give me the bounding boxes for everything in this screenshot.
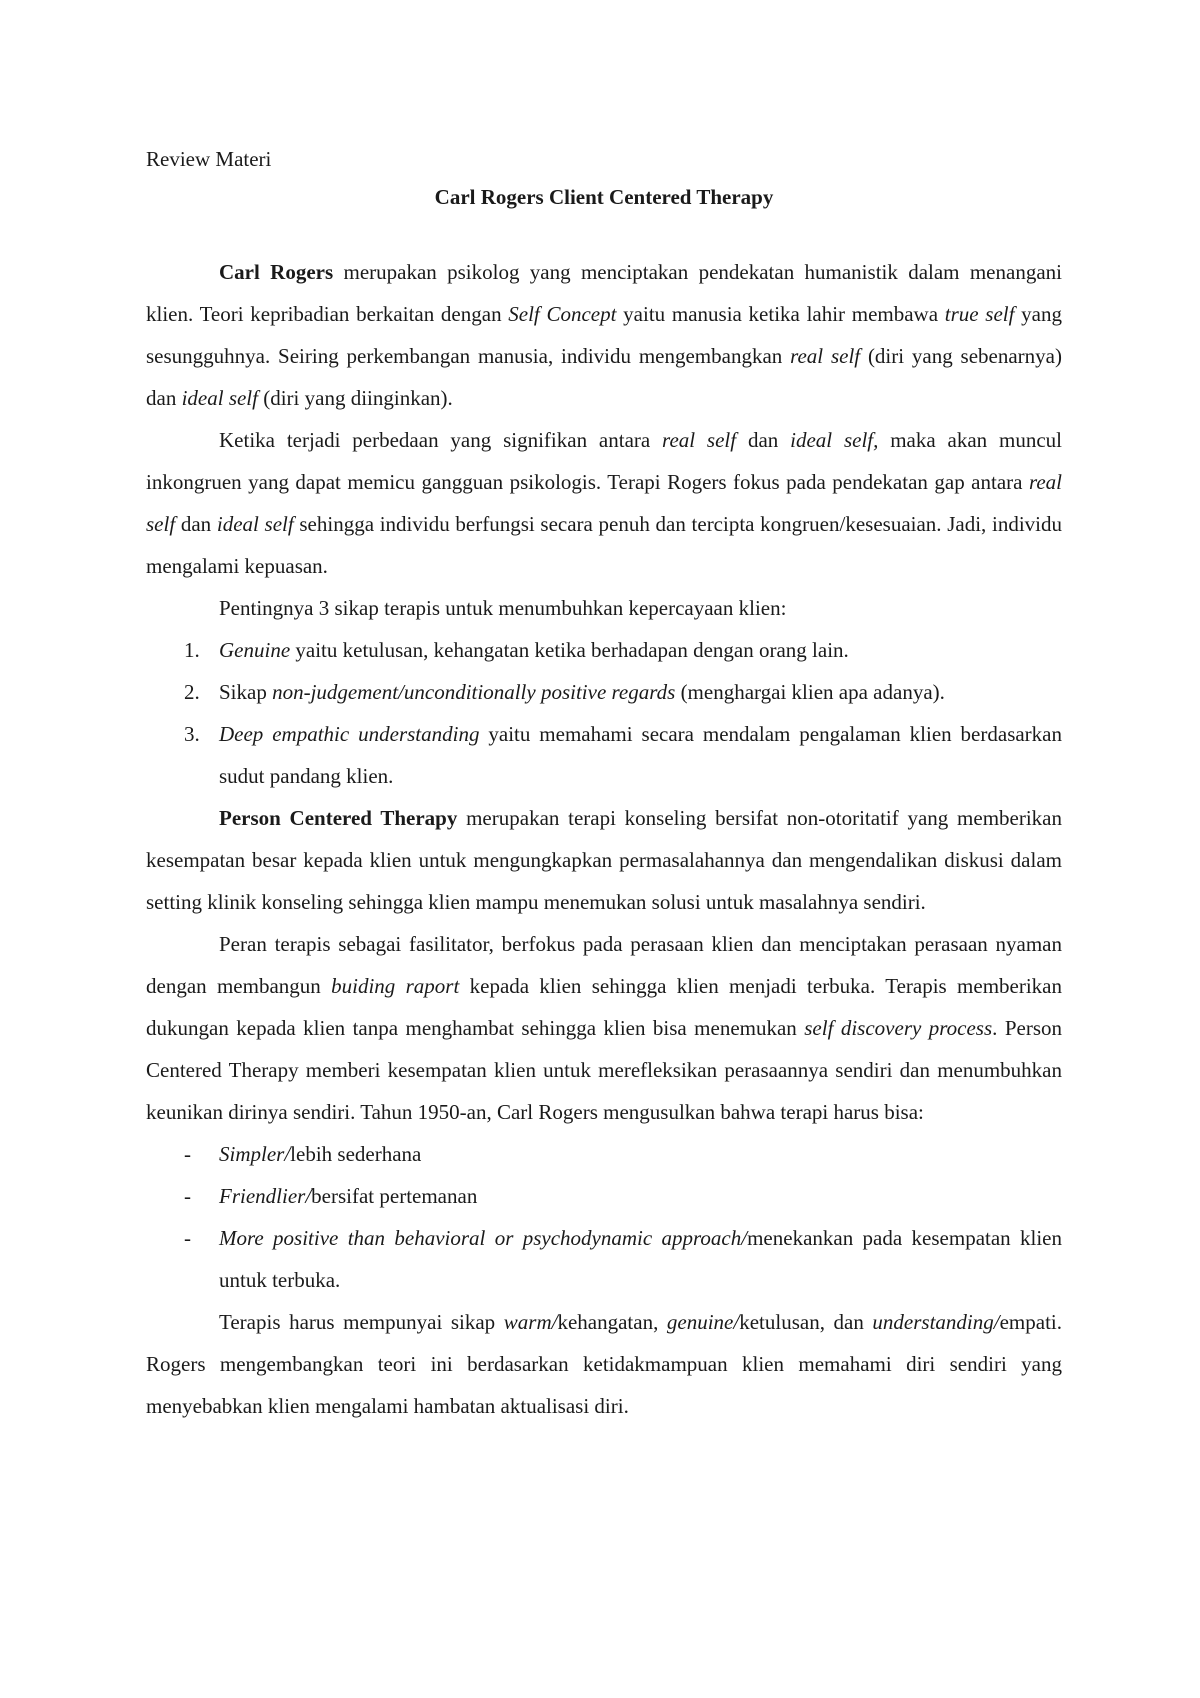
list-item <box>146 713 1062 797</box>
list-marker: 2. <box>184 680 200 704</box>
paragraph-text: yaitu manusia ketika lahir membawa <box>616 302 945 326</box>
italic-term: buiding raport <box>331 974 460 998</box>
paragraph-three-attitudes <box>146 587 1062 629</box>
list-marker: - <box>184 1184 191 1208</box>
italic-term: Deep empathic understanding <box>219 722 480 746</box>
italic-term: understanding/ <box>872 1310 1000 1334</box>
italic-term: warm/ <box>503 1310 558 1334</box>
paragraph-text: (diri yang sebenarnya) dan <box>146 344 1062 410</box>
list-item-text: Sikap <box>219 680 273 704</box>
paragraph-text: maka akan muncul inkongruen yang dapat memicu gangguan psikologis. Terapi Rogers fokus pada pendekatan gap antara <box>146 428 1063 494</box>
list-item-text: yaitu memahami secara mendalam pengalaman klien berdasarkan sudut pandang klien. <box>219 722 1062 788</box>
paragraph-person-centered-therapy <box>146 797 1062 923</box>
italic-term: Simpler/ <box>219 1142 291 1166</box>
italic-term: non-judgement/unconditionally positive regards <box>272 680 676 704</box>
paragraph-text: merupakan terapi konseling bersifat non-otoritatif yang memberikan kesempatan besar kepada klien untuk mengungkapkan permasalahannya dan mengendalikan diskusi dalam setting klinik konseling sehingga klien mampu menemukan solusi untuk masalahnya sendiri. <box>146 806 1063 914</box>
list-item <box>146 671 1062 713</box>
list-item <box>146 629 1062 671</box>
list-item-text: lebih sederhana <box>290 1142 422 1166</box>
italic-term: Friendlier/ <box>219 1184 312 1208</box>
bold-term: Person Centered Therapy <box>219 806 458 830</box>
paragraph-text: . Person Centered Therapy memberi kesempatan klien untuk merefleksikan perasaannya sendiri dan menumbuhkan keunikan dirinya sendiri. Tahun 1950-an, Carl Rogers mengusulkan bahwa terapi harus bisa: <box>146 1016 1062 1124</box>
paragraph-text: yang sesungguhnya. Seiring perkembangan manusia, individu mengembangkan <box>146 302 1062 368</box>
list-marker: - <box>184 1142 191 1166</box>
italic-term: ideal self <box>181 386 258 410</box>
paragraph-text: kehangatan, <box>557 1310 667 1334</box>
italic-term: self discovery process <box>804 1016 993 1040</box>
italic-term: ideal self, <box>790 428 879 452</box>
title-spacer <box>146 213 1062 251</box>
paragraph-text: ketulusan, dan <box>739 1310 873 1334</box>
italic-term: true self <box>944 302 1015 326</box>
dash-list <box>146 1133 1062 1301</box>
paragraph-inkongruen <box>146 419 1062 587</box>
document-title: Carl Rogers Client Centered Therapy <box>434 185 774 209</box>
italic-term: ideal self <box>216 512 294 536</box>
list-marker: - <box>184 1226 191 1250</box>
list-item <box>146 1133 1062 1175</box>
paragraph-carl-rogers <box>146 251 1062 419</box>
paragraph-text: Pentingnya 3 sikap terapis untuk menumbuhkan kepercayaan klien: <box>219 596 787 620</box>
list-item-text: bersifat pertemanan <box>311 1184 478 1208</box>
list-item-text: (menghargai klien apa adanya). <box>675 680 945 704</box>
list-item <box>146 1217 1062 1301</box>
paragraph-therapist-attitudes <box>146 1301 1062 1427</box>
italic-term: More positive than behavioral or psychodynamic approach/ <box>219 1226 748 1250</box>
list-item-text: yaitu ketulusan, kehangatan ketika berhadapan dengan orang lain. <box>290 638 849 662</box>
list-marker: 3. <box>184 722 200 746</box>
paragraph-text: dan <box>175 512 217 536</box>
paragraph-text: empati. Rogers mengembangkan teori ini berdasarkan ketidakmampuan klien memahami diri sendiri yang menyebabkan klien mengalami hambatan aktualisasi diri. <box>146 1310 1062 1418</box>
paragraph-text: Terapis harus mempunyai sikap <box>219 1310 504 1334</box>
paragraph-text: sehingga individu berfungsi secara penuh dan tercipta kongruen/kesesuaian. Jadi, individu mengalami kepuasan. <box>146 512 1062 578</box>
list-item-text: menekankan pada kesempatan klien untuk terbuka. <box>219 1226 1062 1292</box>
document-body <box>146 143 1062 1427</box>
paragraph-text: dan <box>736 428 791 452</box>
paragraph-text: merupakan psikolog yang menciptakan pendekatan humanistik dalam menangani klien. Teori kepribadian berkaitan dengan <box>146 260 1062 326</box>
italic-term: genuine/ <box>666 1310 740 1334</box>
paragraph-text: Peran terapis sebagai fasilitator, berfokus pada perasaan klien dan menciptakan perasaan nyaman dengan membangun <box>146 932 1062 998</box>
bold-term: Carl Rogers <box>219 260 334 284</box>
list-item <box>146 1175 1062 1217</box>
italic-term: Self Concept <box>508 302 617 326</box>
italic-term: real self <box>790 344 861 368</box>
paragraph-therapist-role <box>146 923 1062 1133</box>
numbered-list <box>146 629 1062 797</box>
document-label: Review Materi <box>146 147 272 171</box>
italic-term: Genuine <box>219 638 291 662</box>
italic-term: real self <box>662 428 737 452</box>
paragraph-text: kepada klien sehingga klien menjadi terbuka. Terapis memberikan dukungan kepada klien tanpa menghambat sehingga klien bisa menemukan <box>146 974 1062 1040</box>
paragraph-text: (diri yang diinginkan). <box>257 386 453 410</box>
list-marker: 1. <box>184 638 200 662</box>
paragraph-text: Ketika terjadi perbedaan yang signifikan antara <box>219 428 663 452</box>
italic-term: real self <box>146 470 1062 536</box>
